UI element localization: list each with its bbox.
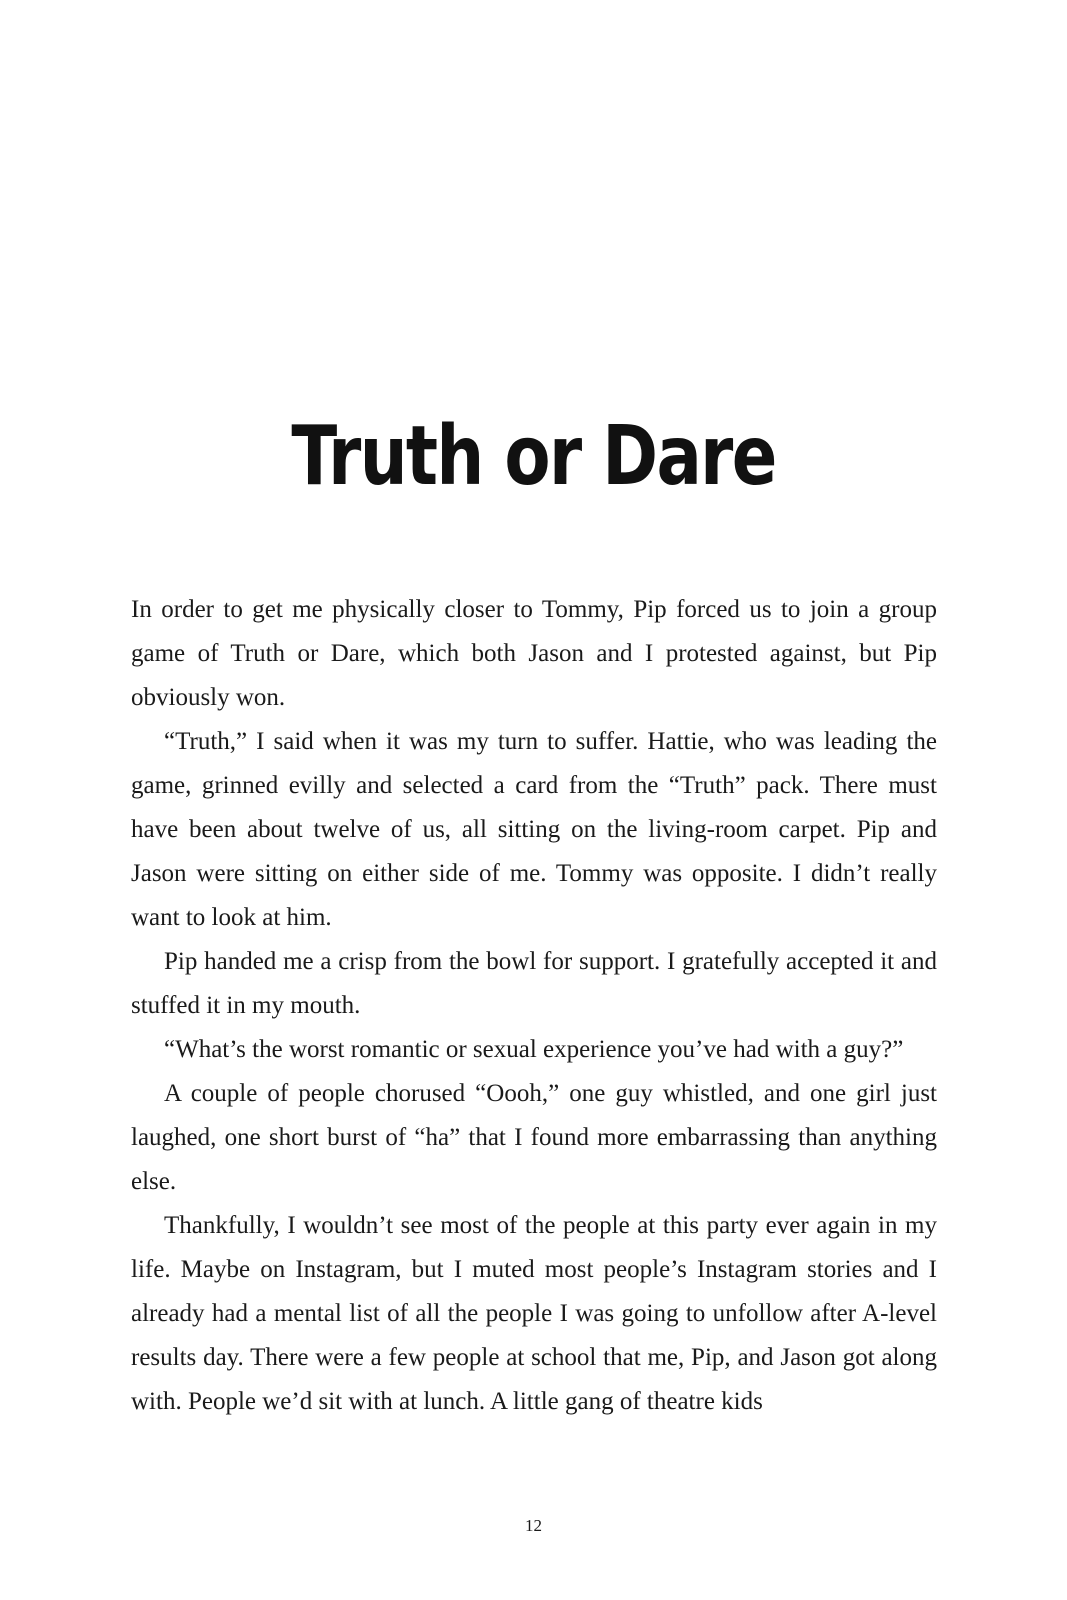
paragraph: In order to get me physically closer to Tommy, Pip forced us to join a group game of Truth or Dare, which both Jason and I protested against, but Pip obviously won. — [131, 596, 937, 711]
paragraph: “Truth,” I said when it was my turn to suffer. Hattie, who was leading the game, grinned evilly and selected a card from the “Truth” pack. There must have been about twelve of us, all sitting on the living-room carpet. Pip and Jason were sitting on either side of me. Tommy was opposite. I didn’t really want to look at him. — [131, 728, 937, 931]
chapter-body — [131, 588, 937, 1424]
chapter-title: Truth or Dare — [291, 408, 776, 504]
page-number: 12 — [525, 1516, 542, 1535]
paragraph: A couple of people chorused “Oooh,” one guy whistled, and one girl just laughed, one short burst of “ha” that I found more embarrassing than anything else. — [131, 1080, 937, 1195]
paragraph: Pip handed me a crisp from the bowl for support. I gratefully accepted it and stuffed it in my mouth. — [131, 948, 937, 1019]
paragraph: Thankfully, I wouldn’t see most of the people at this party ever again in my life. Maybe on Instagram, but I muted most people’s Instagram stories and I already had a mental list of all the people I was going to unfollow after A-level results day. There were a few people at school that me, Pip, and Jason got along with. People we’d sit with at lunch. A little gang of theatre kids — [131, 1212, 937, 1415]
paragraph: “What’s the worst romantic or sexual experience you’ve had with a guy?” — [164, 1036, 904, 1063]
